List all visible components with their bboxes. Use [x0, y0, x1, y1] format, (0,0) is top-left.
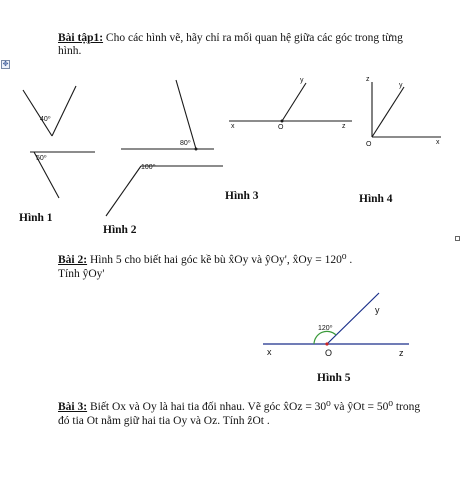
fig3-label-o: O — [278, 124, 284, 131]
fig1-top-left-ray — [23, 90, 52, 136]
fig5-label-z: z — [399, 348, 404, 358]
figure-5 — [263, 293, 409, 344]
fig4-label-o: O — [366, 141, 372, 148]
exercise1-text-1: Cho các hình vẽ, hãy chỉ ra mối quan hệ giữa các góc trong từng — [103, 32, 403, 44]
exercise3-line2: đó tia Ot nằm giữ hai tia Oy và Oz. Tính ẑOt . — [58, 415, 270, 427]
exercise1-line2: hình. — [58, 45, 82, 57]
fig3-ray-oy — [282, 83, 306, 121]
exercise3-line1 — [58, 400, 420, 414]
fig3-label-z: z — [342, 123, 346, 130]
exercise1-title: Bài tập1: — [58, 32, 104, 44]
fig5-vertex-dot — [325, 342, 328, 345]
fig3-vertex-dot — [281, 120, 284, 123]
exercise2-line2: Tính ŷOy' — [58, 268, 105, 280]
fig5-label-x: x — [267, 347, 272, 357]
fig5-angle-label: 120⁰ — [318, 325, 333, 332]
fig1-top-right-ray — [52, 86, 76, 136]
exercise2-text-1: Hình 5 cho biết hai góc kề bù x̂Oy và ŷOy', x̂Oy = 120⁰ . — [87, 254, 353, 266]
fig4-label-y: y — [399, 82, 403, 89]
figure-4 — [372, 82, 441, 137]
fig1-angle-bottom-label: 50⁰ — [36, 155, 47, 162]
fig3-label-y: y — [300, 77, 304, 84]
fig4-label-z: z — [366, 76, 370, 83]
exercise2-line1 — [58, 253, 352, 267]
fig3-label-x: x — [231, 123, 235, 130]
fig5-label-o: O — [325, 348, 333, 358]
move-handle-icon[interactable]: ✥ — [2, 60, 9, 68]
fig2-caption: Hình 2 — [103, 224, 137, 236]
figure-2 — [106, 80, 223, 216]
fig4-caption: Hình 4 — [359, 193, 393, 205]
fig2-angle-bottom-label: 100⁰ — [141, 164, 156, 171]
fig5-ray-oy — [327, 293, 379, 344]
fig4-ray-oy — [372, 87, 404, 137]
fig3-caption: Hình 3 — [225, 190, 259, 202]
fig1-caption: Hình 1 — [19, 212, 53, 224]
fig2-angle-top-label: 80⁰ — [180, 140, 191, 147]
fig5-caption: Hình 5 — [317, 372, 351, 384]
exercise2-title: Bài 2: — [58, 254, 88, 266]
exercise3-text-1: Biết Ox và Oy là hai tia đối nhau. Vẽ góc x̂Oz = 30⁰ và ŷOt = 50⁰ trong — [87, 401, 421, 413]
fig4-label-x: x — [436, 139, 440, 146]
fig2-bottom-diagonal — [106, 166, 141, 216]
exercise3-title: Bài 3: — [58, 401, 88, 413]
figure-3 — [229, 83, 352, 121]
fig5-label-y: y — [375, 305, 380, 315]
fig2-vertex-dot — [195, 148, 198, 151]
figure-1 — [23, 86, 95, 198]
fig1-angle-top-label: 40⁰ — [40, 116, 51, 123]
